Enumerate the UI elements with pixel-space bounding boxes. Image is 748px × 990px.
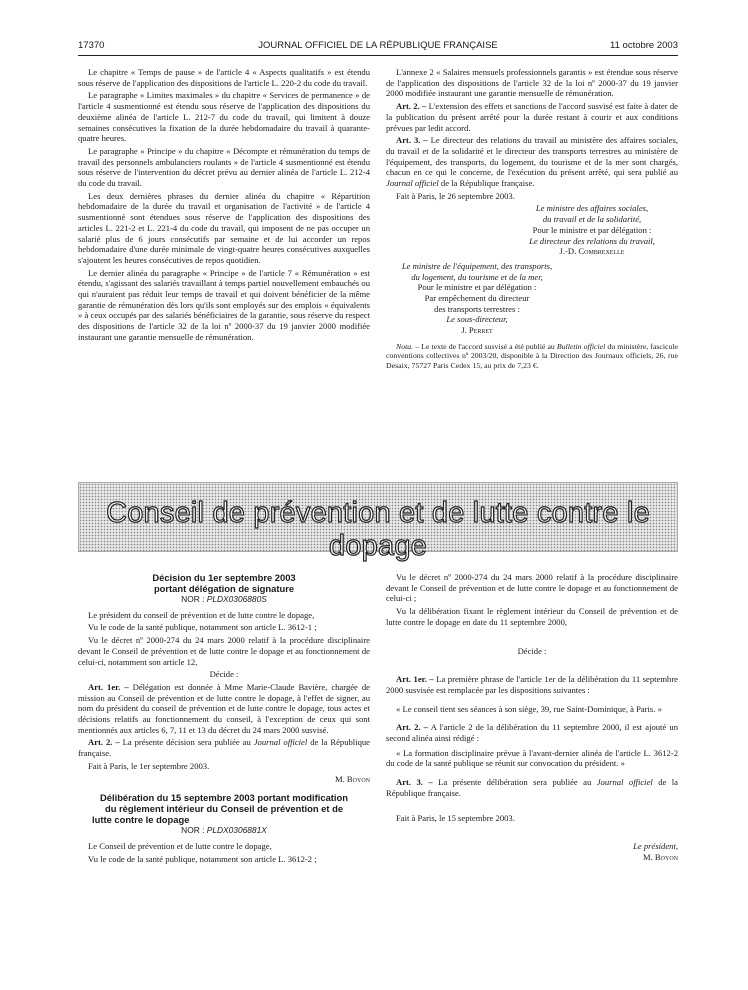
article-3 (386, 135, 678, 189)
article-label: Art. 2. – (396, 722, 429, 733)
signature-line: Le ministre des affaires sociales, (535, 203, 649, 214)
article-label: Art. 1er. – (396, 674, 434, 685)
decide-heading: Décide : (517, 645, 547, 656)
journal-title: JOURNAL OFFICIEL DE LA RÉPUBLIQUE FRANÇAISE (258, 40, 498, 51)
quote: « Le conseil tient ses séances à son siège, 39, rue Saint-Dominique, à Paris. » (396, 703, 662, 714)
nor-code: PLDX0306880S (206, 594, 267, 604)
page-number: 17370 (78, 40, 105, 51)
article-label: Art. 3. – (396, 135, 428, 146)
deliberation-nor (78, 825, 370, 836)
quote: « La formation disciplinaire prévue à l'avant-dernier alinéa de l'article L. 3612-2 du code de la santé publique se réunit sur convocation du président. » (386, 747, 678, 769)
article-label: Art. 3. – (396, 777, 433, 788)
fait-a-paris: Fait à Paris, le 1er septembre 2003. (88, 760, 210, 771)
article-text: L'extension des effets et sanctions de l'accord susvisé est faite à dater de la publication du présent arrêté pour la durée restant à courir et aux conditions prévues par ledit accord. (386, 101, 678, 133)
journal-ref: Journal officiel (596, 777, 653, 788)
signature-line: Par empêchement du directeur (424, 293, 530, 304)
nota (386, 342, 678, 371)
signature-block-2 (386, 261, 568, 336)
paragraph: Le dernier alinéa du paragraphe « Principe » de l'article 7 « Rémunération » est étendu, s'agissant des salariés travaillant à temps partiel nouvellement embauchés ou qui n'auraient pas réduit leur temps de travail et qui doivent bénéficier de la même garantie de rémunération dès lors qu'ils sont employés sur des emplois « équivalents » à ceux occupés par des salariés bénéficiaires de la garantie, sous réserve du respect des dispositions de l'article 32 de la loi nº 2000-37 du 19 janvier 2000 modifiée instaurant une garantie mensuelle de rémunération. (78, 267, 370, 342)
article-2 (386, 722, 678, 743)
fait-a-paris: Fait à Paris, le 15 septembre 2003. (396, 812, 515, 823)
signature-line: des transports terrestres : (434, 303, 520, 314)
nota-text: du ministère, fascicule conventions collectives nº 2003/20, disponible à la Direction des Journaux officiels, 26, rue Desaix, 75727 Paris Cedex 15, au prix de 7,23 €. (386, 341, 679, 371)
paragraph: L'annexe 2 « Salaires mensuels professionnels garantis » est étendue sous réserve de l'application des dispositions de l'article 32 de la loi nº 2000-37 du 19 janvier 2000 modifiée instaurant une garantie mensuelle de rémunération. (386, 67, 678, 99)
fait-a-paris: Fait à Paris, le 26 septembre 2003. (396, 190, 515, 201)
paragraph: Vu le décret nº 2000-274 du 24 mars 2000 relatif à la procédure disciplinaire devant le Conseil de prévention et de lutte contre le dopage et au fonctionnement de celui-ci, notamment son article 12, (78, 635, 370, 667)
paragraph: Vu le code de la santé publique, notamment son article L. 3612-1 ; (88, 622, 317, 633)
page-header (78, 40, 678, 54)
article-label: Art. 2. – (88, 737, 120, 748)
bulletin-ref: Bulletin officiel (556, 341, 606, 351)
paragraph: Vu le code de la santé publique, notamment son article L. 3612-2 ; (88, 853, 317, 864)
deliberation-title: Délibération du 15 septembre 2003 portant modification (100, 792, 348, 804)
signature-line: Pour le ministre et par délégation : (417, 282, 537, 293)
paragraph: Vu la délibération fixant le règlement intérieur du Conseil de prévention et de lutte contre le dopage en date du 11 septembre 2000, (386, 606, 678, 627)
article-text: de la République française. (78, 737, 370, 759)
paragraph: Le chapitre « Temps de pause » de l'article 4 « Aspects qualitatifs » est étendu sous réserve de l'application des dispositions de l'article L. 220-2 du code du travail. (78, 67, 370, 88)
bottom-right-column (386, 572, 678, 865)
journal-ref: Journal officiel (386, 178, 439, 189)
top-left-column (78, 67, 370, 345)
article-text: de la République française. (438, 178, 535, 189)
paragraph: Le président du conseil de prévention et de lutte contre le dopage, (88, 609, 315, 620)
signature-line: Le ministre de l'équipement, des transports, (401, 260, 553, 271)
bottom-left-column (78, 572, 370, 866)
decision-title: Décision du 1er septembre 2003 (152, 572, 296, 583)
article-text: La présente décision sera publiée au (119, 737, 254, 748)
article-label: Art. 2. – (396, 101, 427, 112)
deliberation-title: du règlement intérieur du Conseil de prévention et de (104, 803, 344, 815)
signature-line: Le directeur des relations du travail, (529, 235, 655, 246)
article-text: La première phrase de l'article 1er de la délibération du 11 septembre 2000 susvisée est remplacée par les dispositions suivantes : (386, 674, 678, 695)
signatory-name: J. Perret (461, 325, 493, 336)
article-text: A l'article 2 de la délibération du 11 septembre 2000, il est ajouté un second alinéa ainsi rédigé : (386, 722, 678, 744)
nota-text: – Le texte de l'accord susvisé a été publié au (413, 341, 557, 351)
decision-title: portant délégation de signature (153, 583, 295, 594)
article-1 (78, 682, 370, 736)
nor-label: NOR : (181, 594, 207, 604)
article-text: La présente délibération sera publiée au (432, 777, 597, 788)
signature-line: Pour le ministre et par délégation : (532, 224, 652, 235)
signature-block-1 (506, 203, 678, 257)
paragraph: Le paragraphe « Principe » du chapitre « Décompte et rémunération du temps de travail des personnels ambulanciers roulants » de l'article 4 susmentionné est étendu sous réserve de l'intervention du décret prévu au dernier alinéa de l'article L. 212-4 du code du travail. (78, 145, 370, 189)
signatory-name: M. Boyon (642, 851, 678, 862)
article-text: de la République française. (386, 777, 678, 798)
nor-code: PLDX0306881X (206, 825, 267, 836)
article-2 (386, 101, 678, 133)
decide-heading: Décide : (209, 669, 239, 680)
article-2 (78, 737, 370, 758)
paragraph: Le Conseil de prévention et de lutte contre le dopage, (88, 840, 272, 851)
signature-line: Le sous-directeur, (446, 314, 508, 325)
decision-nor (78, 594, 370, 605)
signatory-name: M. Boyon (334, 773, 370, 784)
paragraph: Le paragraphe « Limites maximales » du chapitre « Services de permanence » de l'article 4 susmentionné est étendu sous réserve de l'application des dispositions du deuxième alinéa de l'article L. 212-7 du code du travail, qui limitent à douze semaines consécutives la fixation de la durée hebdomadaire du travail à quarante-quatre heures. (78, 90, 370, 144)
signature-title: Le président, (633, 841, 678, 852)
article-text: Délégation est donnée à Mme Marie-Claude Bavière, chargée de mission au Conseil de prévention et de lutte contre le dopage, à l'effet de signer, au nom du président du conseil de prévention et de lutte contre le dopage, tous actes et décisions relatifs au fonctionnement du conseil, à l'exception de ceux qui sont mentionnés aux articles 6, 7, 11 et 13 du décret du 24 mars 2000 susvisé. (78, 681, 370, 735)
signatory-name: J.-D. Combrexelle (559, 246, 625, 257)
article-label: Art. 1er. – (88, 681, 129, 692)
issue-date: 11 octobre 2003 (610, 40, 678, 51)
journal-ref: Journal officiel (253, 737, 308, 748)
article-text: Le directeur des relations du travail au ministère des affaires sociales, du travail et de la solidarité et le directeur des transports terrestres au ministère de l'équipement, des transports, du logement, du tourisme et de la mer sont chargés, chacun en ce qui le concerne, de l'exécution du présent arrêté, qui sera publié au (386, 135, 678, 178)
signature-line: du logement, du tourisme et de la mer, (411, 271, 543, 282)
paragraph: Les deux dernières phrases du dernier alinéa du chapitre « Répartition hebdomadaire de la durée du travail et organisation de l'activité » de l'article 4 susmentionné sont étendues sous réserve de l'application des dispositions des articles L. 221-2 et L. 221-4 du code du travail, qui imposent de ne pas occuper un salarié plus de 6 jours consécutifs par semaine et de lui accorder un repos hebdomadaire d'une durée minimale de vingt-quatre heures consécutives auxquelles s'ajoutent les heures consécutives de repos quotidien. (78, 190, 370, 265)
nota-label: Nota. (396, 341, 414, 351)
article-1 (386, 674, 678, 695)
section-banner (78, 482, 678, 562)
header-rule (78, 55, 678, 56)
nor-label: NOR : (181, 825, 207, 836)
signature-line: du travail et de la solidarité, (542, 214, 642, 225)
article-3 (386, 777, 678, 798)
top-right-column (386, 67, 678, 373)
paragraph: Vu le décret nº 2000-274 du 24 mars 2000 relatif à la procédure disciplinaire devant le Conseil de prévention et de lutte contre le dopage et au fonctionnement de celui-ci ; (386, 572, 678, 604)
deliberation-title: lutte contre le dopage (92, 814, 190, 826)
banner-title: Conseil de prévention et de lutte contre le dopage (106, 497, 650, 562)
